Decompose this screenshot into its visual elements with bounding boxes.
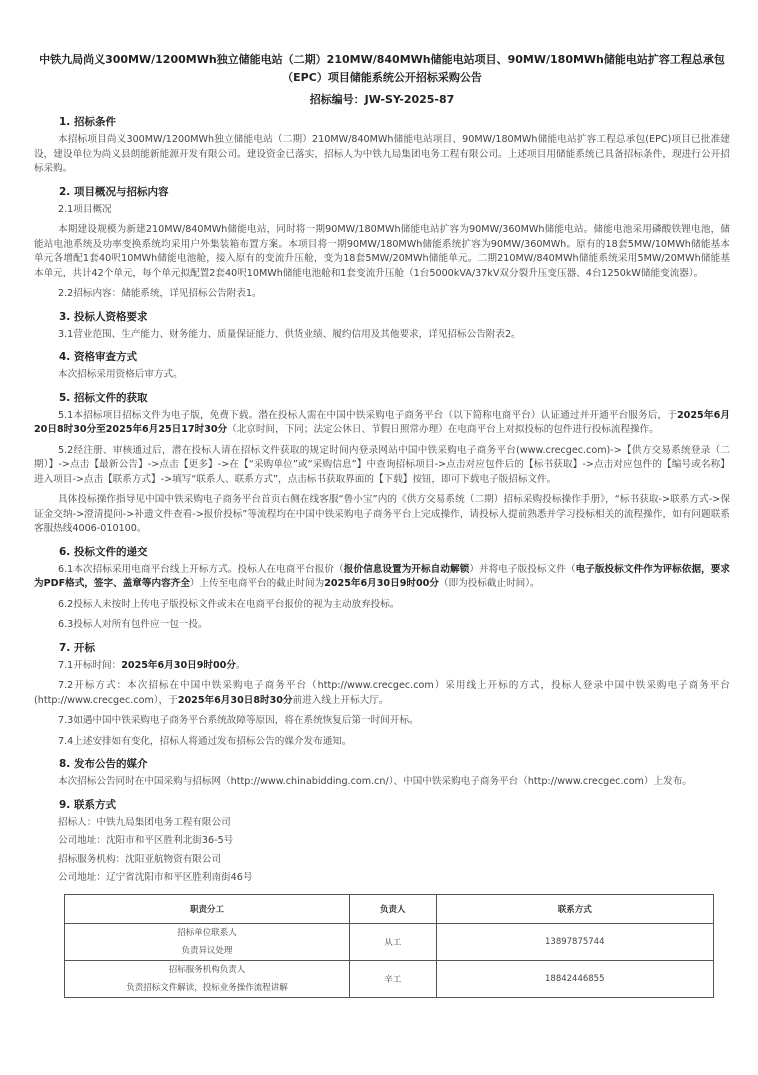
contact-line: 招标人：中铁九局集团电务工程有限公司 bbox=[58, 816, 231, 828]
role-title: 招标服务机构负责人 bbox=[168, 964, 246, 975]
section-3-text: 3.1营业范围、生产能力、财务能力、质量保证能力、供货业绩、履约信用及其他要求，详见招标公告附表2。 bbox=[58, 328, 521, 340]
section-5-p3: 具体投标操作指导见中国中铁采购电子商务平台首页右侧在线客服“鲁小宝”内的《供方交易系统（二期）招标采购投标操作手册》，“标书获取->联系方式->保证金交纳->澄清提问->补遗文件查看->报价投标”等流程均在中国中铁采购电子商务平台上完成操作，请投标人提前熟悉并学习投标相关的流程操作，如有问题联系客服热线4006-010100。 bbox=[34, 494, 730, 534]
contact-line: 公司地址：辽宁省沈阳市和平区胜利南街46号 bbox=[58, 872, 253, 883]
section-2-text: 本期建设规模为新建210MW/840MWh储能电站，同时将一期90MW/180MWh储能电站扩容为90MW/360MWh储能电站。储能电池采用磷酸铁锂电池，储能站电池系统及功率变换系统均采用户外集装箱布置方案。本项目将一期90MW/180MWh储能系统扩容为90MW/360MWh。原有的18套5MW/10MWh储能基本单元各增配1套40呎10MWh储能电池舱，接入原有的变流升压舱，变为18套5MW/20MWh储能单元。二期210MW/840MWh储能系统采用5MW/20MWh储能基本单元，共计42个单元，每个单元拟配置2套40呎10MWh储能电池舱和1套变流升压舱（1台5000kVA/37kV双分裂升压变压器、4台1250kW储能变流器）。 bbox=[34, 224, 730, 279]
s5-p1-deadline: 2025年6月20日8时30分至2025年6月25日17时30分 bbox=[34, 409, 730, 435]
section-6-p2: 6.2投标人未按时上传电子版投标文件或未在电商平台报价的视为主动放弃投标。 bbox=[58, 598, 400, 610]
section-6-heading: 6. 投标文件的递交 bbox=[59, 545, 148, 558]
s6-p1-f: 2025年6月30日9时00分 bbox=[324, 578, 439, 589]
s6-p1-d: 电子版投标文件作为评标依据，要求为PDF格式，签字、盖章等内容齐全 bbox=[34, 563, 731, 589]
s5-p1-part-a: 5.1本招标项目招标文件为电子版，免费下载。潜在投标人需在中国中铁采购电子商务平台（以下简称电商平台）认证通过并开通平台服务后，于 bbox=[58, 409, 677, 421]
section-5-p2: 5.2经注册、审核通过后，潜在投标人请在招标文件获取的规定时间内登录网站中国中铁采购电子商务平台(www.crecgec.com)->【供方交易系统登录（二期）】->点击【最新公告】->点击【更多】->在【“采购单位”或“采购信息”】中查询招标项目->点击对应包件后的【标书获取】->点击对应包件的【编号或名称】进入项目->点击【联系方式】->填写“联系人、联系方式”，点击标书获取界面的【下载】按钮，即可下载电子版招标文件。 bbox=[34, 444, 730, 485]
section-2-sub2: 2.2招标内容：储能系统，详见招标公告附表1。 bbox=[58, 288, 262, 299]
table-header: 联系方式 bbox=[436, 894, 713, 923]
table-cell-person: 从工 bbox=[350, 923, 436, 960]
s7-p2-b: 2025年6月30日8时30分 bbox=[177, 694, 293, 706]
s7-p1-b: 2025年6月30日9时00分 bbox=[121, 659, 236, 671]
s6-p1-b: 报价信息设置为开标自动解锁 bbox=[343, 563, 470, 575]
section-1-heading: 1. 招标条件 bbox=[59, 116, 116, 128]
section-6-p3: 6.3投标人对所有包件应一包一投。 bbox=[58, 619, 208, 630]
section-8-heading: 8. 发布公告的媒介 bbox=[59, 758, 148, 770]
notice-page bbox=[34, 0, 730, 998]
section-2-heading: 2. 项目概况与招标内容 bbox=[59, 185, 169, 198]
s6-p1-c: ）并将电子版投标文件（ bbox=[469, 563, 576, 575]
table-cell-role bbox=[65, 960, 350, 997]
section-7-p4: 7.4上述安排如有变化，招标人将通过发布招标公告的媒介发布通知。 bbox=[58, 735, 352, 747]
table-cell-phone: 13897875744 bbox=[436, 923, 713, 960]
section-7-heading: 7. 开标 bbox=[59, 641, 95, 654]
section-6-p1 bbox=[34, 563, 730, 592]
section-7-p2 bbox=[34, 679, 730, 708]
role-title: 招标单位联系人 bbox=[177, 927, 237, 938]
section-7-p3: 7.3如遇中国中铁采购电子商务平台系统故障等原因，将在系统恢复后第一时间开标。 bbox=[58, 715, 419, 726]
section-4-text: 本次招标采用资格后审方式。 bbox=[58, 369, 183, 380]
s6-p1-g: （即为投标截止时间）。 bbox=[438, 578, 540, 589]
role-duty: 负责异议处理 bbox=[181, 945, 233, 956]
role-duty: 负责招标文件解读，投标业务操作流程讲解 bbox=[126, 982, 288, 993]
s6-p1-a: 6.1本次招标采用电商平台线上开标方式。投标人在电商平台报价（ bbox=[58, 563, 344, 575]
table-cell-phone: 18842446855 bbox=[436, 960, 713, 997]
section-5-p1 bbox=[34, 409, 730, 438]
contact-block bbox=[34, 816, 730, 886]
contact-line: 公司地址：沈阳市和平区胜利北街36-5号 bbox=[58, 835, 234, 846]
section-2-sub1: 2.1项目概况 bbox=[58, 203, 112, 215]
table-row bbox=[65, 923, 714, 960]
section-5-heading: 5. 招标文件的获取 bbox=[59, 391, 148, 404]
s7-p2-a: 7.2开标方式：本次招标在中国中铁采购电子商务平台（http://www.crecgec.com）采用线上开标的方式，投标人登录中国中铁采购电子商务平台(http://www.crecgec.com），于 bbox=[34, 680, 730, 706]
s7-p1-a: 7.1开标时间： bbox=[58, 659, 122, 671]
s7-p1-c: 。 bbox=[235, 659, 246, 671]
s7-p2-c: 前进入线上开标大厅。 bbox=[292, 694, 389, 706]
s5-p1-part-c: （北京时间，下同；法定公休日、节假日照常办理）在电商平台上对拟投标的包件进行投标流程操作。 bbox=[227, 424, 659, 435]
table-header: 负责人 bbox=[350, 894, 436, 923]
table-row bbox=[65, 960, 714, 997]
contact-table bbox=[64, 894, 714, 998]
section-9-heading: 9. 联系方式 bbox=[59, 798, 116, 811]
section-8-text: 本次招标公告同时在中国采购与招标网（http://www.chinabidding.com.cn/）、中国中铁采购电子商务平台（http://www.crecgec.com）上发布。 bbox=[58, 776, 692, 787]
section-1-text: 本招标项目尚义300MW/1200MWh独立储能电站（二期）210MW/840MWh储能电站项目、90MW/180MWh储能电站扩容工程总承包(EPC)项目已批准建设，建设单位为尚义县朗能新能源开发有限公司。建设资金已落实，招标人为中铁九局集团电务工程有限公司。上述项目用储能系统已具备招标条件，现进行公开招标采购。 bbox=[34, 134, 730, 174]
table-header: 职责分工 bbox=[65, 894, 350, 923]
section-3-heading: 3. 投标人资格要求 bbox=[59, 310, 148, 323]
tender-code: 招标编号：JW-SY-2025-87 bbox=[309, 93, 455, 106]
table-header-row bbox=[65, 894, 714, 923]
table-cell-role bbox=[65, 923, 350, 960]
page-title: 中铁九局尚义300MW/1200MWh独立储能电站（二期）210MW/840MWh储能电站项目、90MW/180MWh储能电站扩容工程总承包（EPC）项目储能系统公开招标采购公告 bbox=[39, 53, 725, 84]
section-4-heading: 4. 资格审查方式 bbox=[59, 351, 137, 363]
s6-p1-e: ）上传至电商平台的截止时间为 bbox=[189, 578, 325, 589]
contact-line: 招标服务机构：沈阳亚航物资有限公司 bbox=[58, 853, 222, 865]
section-7-p1 bbox=[34, 659, 730, 674]
table-cell-person: 辛工 bbox=[350, 960, 436, 997]
